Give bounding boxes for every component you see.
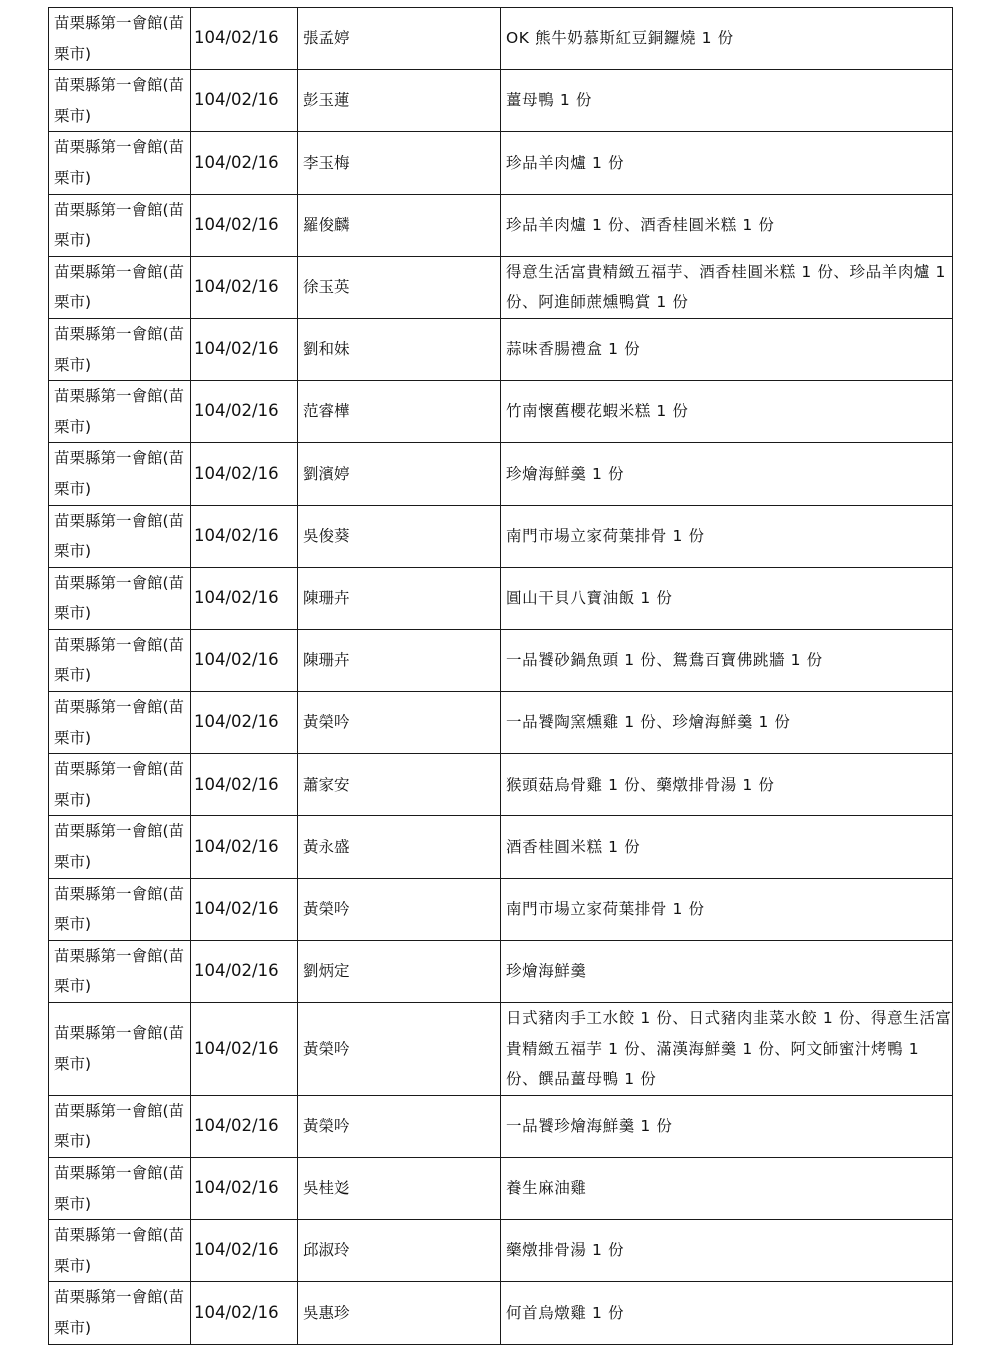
name-cell: 李玉梅	[298, 132, 501, 194]
date-cell: 104/02/16	[191, 443, 298, 505]
table-row	[49, 132, 953, 194]
items-cell: 圓山干貝八寶油飯 1 份	[501, 567, 953, 629]
items-cell: 南門市場立家荷葉排骨 1 份	[501, 505, 953, 567]
items-cell: 薑母鴨 1 份	[501, 70, 953, 132]
name-cell: 羅俊麟	[298, 194, 501, 256]
name-cell: 劉炳定	[298, 940, 501, 1002]
items-cell: 珍品羊肉爐 1 份	[501, 132, 953, 194]
venue-cell: 苗栗縣第一會館(苗栗市)	[49, 567, 191, 629]
name-cell: 徐玉英	[298, 256, 501, 318]
table-row	[49, 1003, 953, 1096]
venue-cell: 苗栗縣第一會館(苗栗市)	[49, 1220, 191, 1282]
name-cell: 彭玉蓮	[298, 70, 501, 132]
table-row	[49, 318, 953, 380]
table-row	[49, 940, 953, 1002]
table-row	[49, 1220, 953, 1282]
venue-cell: 苗栗縣第一會館(苗栗市)	[49, 1282, 191, 1344]
venue-cell: 苗栗縣第一會館(苗栗市)	[49, 692, 191, 754]
items-cell: 一品饕珍燴海鮮羹 1 份	[501, 1095, 953, 1157]
items-cell: 養生麻油雞	[501, 1157, 953, 1219]
date-cell: 104/02/16	[191, 754, 298, 816]
venue-cell: 苗栗縣第一會館(苗栗市)	[49, 1157, 191, 1219]
date-cell: 104/02/16	[191, 8, 298, 70]
items-cell: 蒜味香腸禮盒 1 份	[501, 318, 953, 380]
date-cell: 104/02/16	[191, 1003, 298, 1096]
date-cell: 104/02/16	[191, 567, 298, 629]
venue-cell: 苗栗縣第一會館(苗栗市)	[49, 381, 191, 443]
name-cell: 張孟婷	[298, 8, 501, 70]
date-cell: 104/02/16	[191, 1220, 298, 1282]
venue-cell: 苗栗縣第一會館(苗栗市)	[49, 318, 191, 380]
name-cell: 劉濱婷	[298, 443, 501, 505]
records-table-body	[49, 8, 953, 1345]
date-cell: 104/02/16	[191, 1095, 298, 1157]
date-cell: 104/02/16	[191, 256, 298, 318]
date-cell: 104/02/16	[191, 70, 298, 132]
name-cell: 邱淑玲	[298, 1220, 501, 1282]
items-cell: 竹南懷舊櫻花蝦米糕 1 份	[501, 381, 953, 443]
name-cell: 吳惠珍	[298, 1282, 501, 1344]
table-row	[49, 8, 953, 70]
name-cell: 黃榮吟	[298, 692, 501, 754]
items-cell: 何首烏燉雞 1 份	[501, 1282, 953, 1344]
name-cell: 黃永盛	[298, 816, 501, 878]
date-cell: 104/02/16	[191, 194, 298, 256]
table-row	[49, 754, 953, 816]
venue-cell: 苗栗縣第一會館(苗栗市)	[49, 940, 191, 1002]
table-row	[49, 1282, 953, 1344]
name-cell: 黃榮吟	[298, 1095, 501, 1157]
name-cell: 陳珊卉	[298, 629, 501, 691]
date-cell: 104/02/16	[191, 318, 298, 380]
venue-cell: 苗栗縣第一會館(苗栗市)	[49, 629, 191, 691]
table-row	[49, 505, 953, 567]
table-row	[49, 443, 953, 505]
venue-cell: 苗栗縣第一會館(苗栗市)	[49, 505, 191, 567]
table-row	[49, 381, 953, 443]
venue-cell: 苗栗縣第一會館(苗栗市)	[49, 878, 191, 940]
date-cell: 104/02/16	[191, 940, 298, 1002]
name-cell: 范睿樺	[298, 381, 501, 443]
items-cell: 珍品羊肉爐 1 份、酒香桂圓米糕 1 份	[501, 194, 953, 256]
date-cell: 104/02/16	[191, 692, 298, 754]
date-cell: 104/02/16	[191, 1282, 298, 1344]
venue-cell: 苗栗縣第一會館(苗栗市)	[49, 70, 191, 132]
venue-cell: 苗栗縣第一會館(苗栗市)	[49, 1095, 191, 1157]
table-row	[49, 692, 953, 754]
table-row	[49, 194, 953, 256]
venue-cell: 苗栗縣第一會館(苗栗市)	[49, 1003, 191, 1096]
name-cell: 吳俊葵	[298, 505, 501, 567]
venue-cell: 苗栗縣第一會館(苗栗市)	[49, 132, 191, 194]
venue-cell: 苗栗縣第一會館(苗栗市)	[49, 816, 191, 878]
date-cell: 104/02/16	[191, 629, 298, 691]
items-cell: 一品饕陶窯燻雞 1 份、珍燴海鮮羹 1 份	[501, 692, 953, 754]
name-cell: 陳珊卉	[298, 567, 501, 629]
items-cell: 日式豬肉手工水餃 1 份、日式豬肉韭菜水餃 1 份、得意生活富貴精緻五福芋 1 份、滿漢海鮮羹 1 份、阿文師蜜汁烤鴨 1 份、饌品薑母鴨 1 份	[501, 1003, 953, 1096]
items-cell: 猴頭菇烏骨雞 1 份、藥燉排骨湯 1 份	[501, 754, 953, 816]
venue-cell: 苗栗縣第一會館(苗栗市)	[49, 443, 191, 505]
date-cell: 104/02/16	[191, 878, 298, 940]
name-cell: 劉和妹	[298, 318, 501, 380]
venue-cell: 苗栗縣第一會館(苗栗市)	[49, 194, 191, 256]
table-row	[49, 70, 953, 132]
items-cell: 南門市場立家荷葉排骨 1 份	[501, 878, 953, 940]
name-cell: 黃榮吟	[298, 1003, 501, 1096]
date-cell: 104/02/16	[191, 132, 298, 194]
items-cell: 珍燴海鮮羹	[501, 940, 953, 1002]
table-row	[49, 816, 953, 878]
table-row	[49, 629, 953, 691]
date-cell: 104/02/16	[191, 505, 298, 567]
date-cell: 104/02/16	[191, 381, 298, 443]
venue-cell: 苗栗縣第一會館(苗栗市)	[49, 8, 191, 70]
table-row	[49, 256, 953, 318]
venue-cell: 苗栗縣第一會館(苗栗市)	[49, 754, 191, 816]
date-cell: 104/02/16	[191, 1157, 298, 1219]
items-cell: 得意生活富貴精緻五福芋、酒香桂圓米糕 1 份、珍品羊肉爐 1 份、阿進師蔗燻鴨賞 1 份	[501, 256, 953, 318]
records-table	[48, 7, 953, 1345]
name-cell: 吳桂彣	[298, 1157, 501, 1219]
items-cell: 酒香桂圓米糕 1 份	[501, 816, 953, 878]
items-cell: 藥燉排骨湯 1 份	[501, 1220, 953, 1282]
name-cell: 黃榮吟	[298, 878, 501, 940]
venue-cell: 苗栗縣第一會館(苗栗市)	[49, 256, 191, 318]
items-cell: 一品饕砂鍋魚頭 1 份、鴛鴦百寶佛跳牆 1 份	[501, 629, 953, 691]
table-row	[49, 1095, 953, 1157]
table-row	[49, 1157, 953, 1219]
date-cell: 104/02/16	[191, 816, 298, 878]
items-cell: 珍燴海鮮羹 1 份	[501, 443, 953, 505]
name-cell: 蕭家安	[298, 754, 501, 816]
table-row	[49, 878, 953, 940]
items-cell: OK 熊牛奶慕斯紅豆銅鑼燒 1 份	[501, 8, 953, 70]
table-row	[49, 567, 953, 629]
